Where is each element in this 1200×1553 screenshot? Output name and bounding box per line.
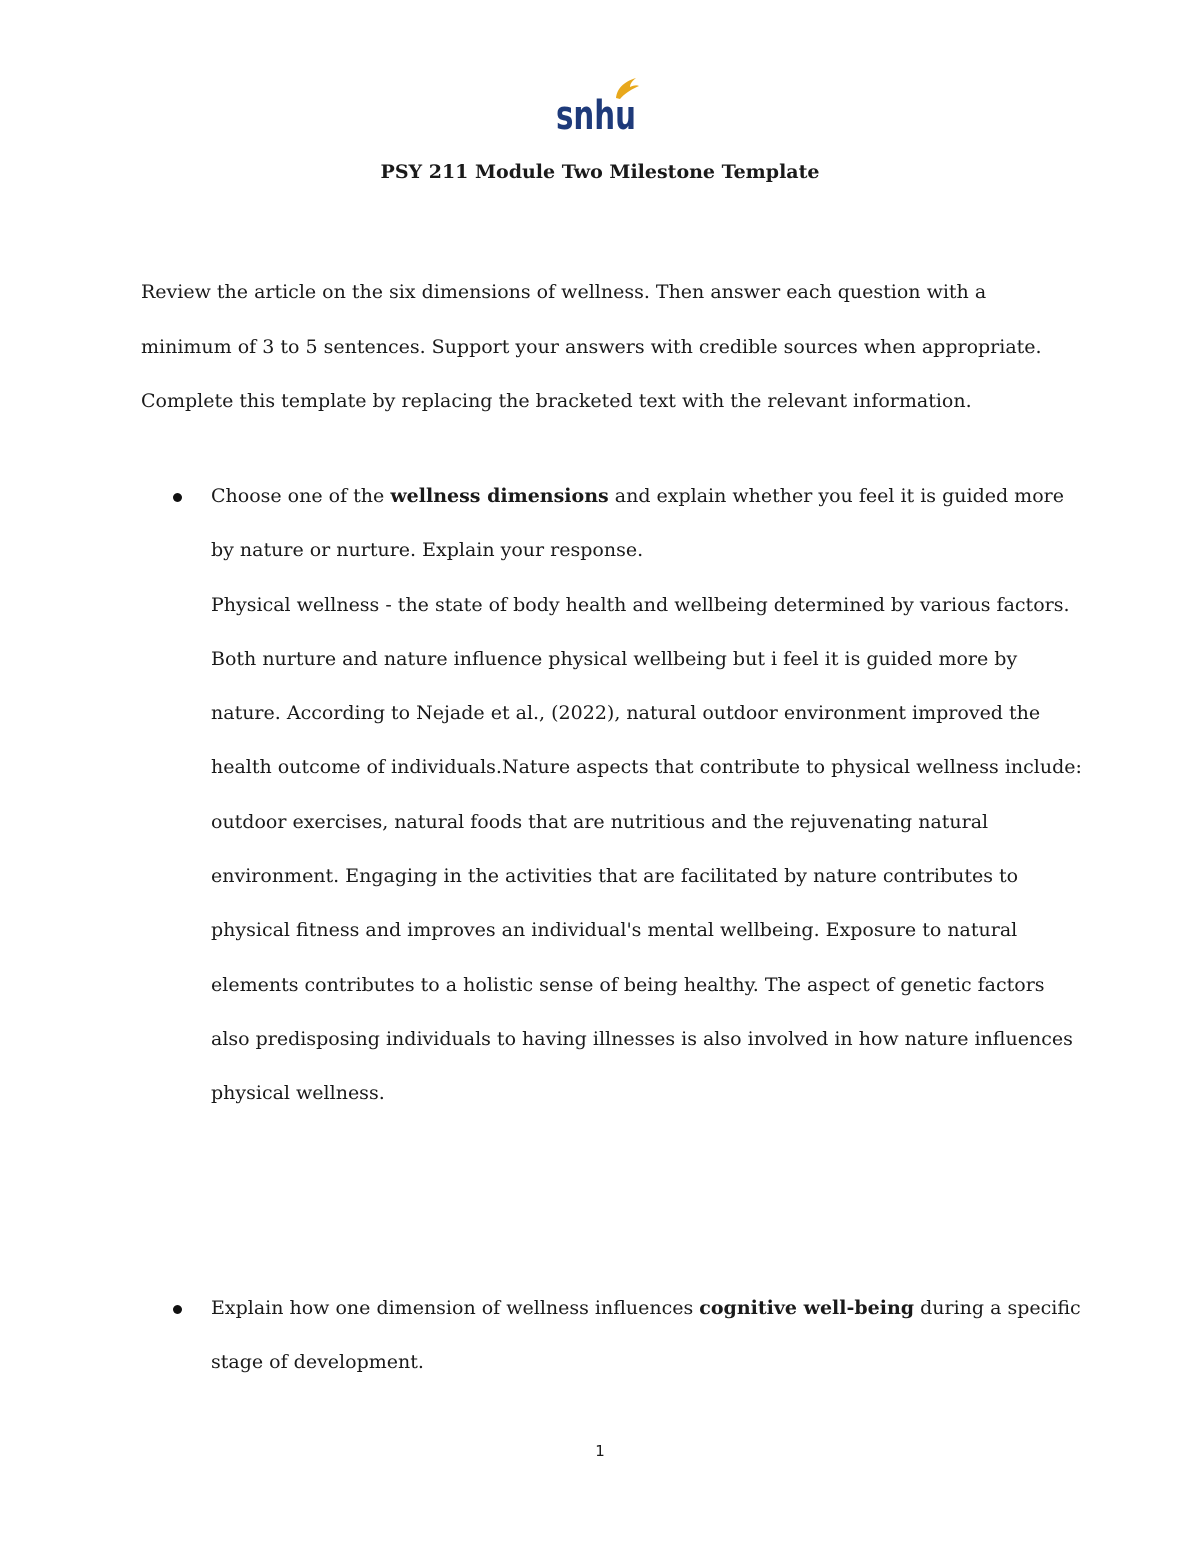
answer-line: physical fitness and improves an individual's mental wellbeing. Exposure to natural: [211, 919, 1018, 942]
question-text: by nature or nurture. Explain your response.: [211, 539, 644, 562]
answer-line: environment. Engaging in the activities that are facilitated by nature contributes to: [211, 865, 1019, 888]
question-text: stage of development.: [211, 1351, 424, 1374]
answer-line: health outcome of individuals.Nature aspects that contribute to physical wellness include:: [211, 756, 1082, 779]
answer-text: [211, 578, 1082, 1121]
answer-line: physical wellness.: [211, 1082, 385, 1105]
question-item: [211, 469, 1082, 1121]
answer-line: Both nurture and nature influence physical wellbeing but i feel it is guided more by: [211, 647, 1018, 670]
answer-line: also predisposing individuals to having illnesses is also involved in how nature influences: [211, 1027, 1073, 1050]
page-number: 1: [595, 1442, 605, 1460]
question-keyword: wellness dimensions: [390, 485, 609, 507]
instructions-line: minimum of 3 to 5 sentences. Support your answers with credible sources when appropriate.: [141, 335, 1042, 358]
question-keyword: cognitive well-being: [699, 1297, 915, 1319]
snhu-logo: [550, 72, 650, 139]
answer-line: nature. According to Nejade et al., (2022), natural outdoor environment improved the: [211, 702, 1041, 725]
bullet-icon: [173, 1305, 182, 1314]
answer-line: elements contributes to a holistic sense of being healthy. The aspect of genetic factors: [211, 973, 1045, 996]
answer-line: Physical wellness - the state of body health and wellbeing determined by various factors.: [211, 593, 1070, 616]
question-item: [211, 1281, 1081, 1390]
instructions-line: Complete this template by replacing the bracketed text with the relevant information.: [141, 390, 972, 412]
answer-line: outdoor exercises, natural foods that are nutritious and the rejuvenating natural: [211, 810, 989, 833]
instructions-line: Review the article on the six dimensions of wellness. Then answer each question with a: [141, 281, 987, 303]
page-title: PSY 211 Module Two Milestone Template: [380, 161, 820, 183]
bullet-icon: [173, 493, 182, 502]
instructions-paragraph: [141, 265, 1071, 429]
question-text: Choose one of the wellness dimensions and explain whether you feel it is guided more: [211, 485, 1064, 507]
logo-text: snhu: [556, 93, 636, 139]
question-text: Explain how one dimension of wellness influences cognitive well-being during a specific: [211, 1297, 1081, 1319]
